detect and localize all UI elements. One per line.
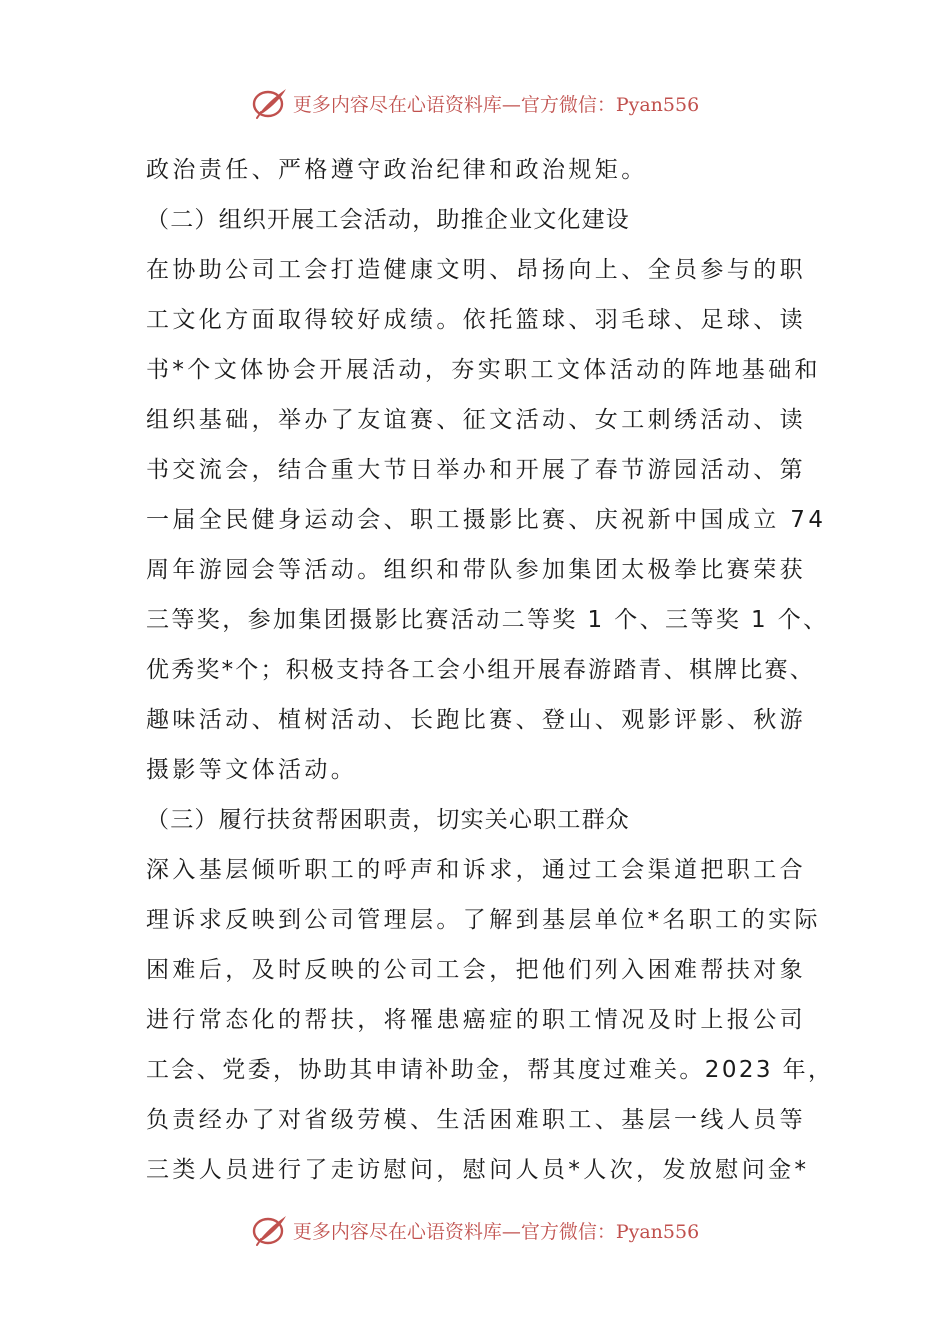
banner-text xyxy=(293,1217,699,1244)
body-line: 进行常态化的帮扶，将罹患癌症的职工情况及时上报公司 xyxy=(146,1007,806,1033)
body-line: 优秀奖*个；积极支持各工会小组开展春游踏青、棋牌比赛、 xyxy=(146,657,815,683)
banner-wechat: 官方微信：Pyan556 xyxy=(520,1220,700,1243)
body-line: 在协助公司工会打造健康文明、昂扬向上、全员参与的职 xyxy=(146,257,806,283)
banner-separator: — xyxy=(501,1220,521,1243)
quill-logo-icon xyxy=(251,86,289,120)
body-line: 摄影等文体活动。 xyxy=(146,757,358,783)
body-line: 工文化方面取得较好成绩。依托篮球、羽毛球、足球、读 xyxy=(146,307,806,333)
body-line: 三等奖，参加集团摄影比赛活动二等奖 1 个、三等奖 1 个、 xyxy=(146,607,829,633)
section-heading: （三）履行扶贫帮困职责，切实关心职工群众 xyxy=(146,807,630,833)
banner-text xyxy=(293,90,699,117)
body-line: 三类人员进行了走访慰问，慰问人员*人次，发放慰问金* xyxy=(146,1157,810,1183)
body-line: 困难后，及时反映的公司工会，把他们列入困难帮扶对象 xyxy=(146,957,806,983)
body-line: 工会、党委，协助其申请补助金，帮其度过难关。2023 年， xyxy=(146,1057,834,1083)
banner-wechat: 官方微信：Pyan556 xyxy=(520,93,700,116)
body-line: 书*个文体协会开展活动，夯实职工文体活动的阵地基础和 xyxy=(146,357,821,383)
section-heading: （二）组织开展工会活动，助推企业文化建设 xyxy=(146,207,630,233)
body-line: 趣味活动、植树活动、长跑比赛、登山、观影评影、秋游 xyxy=(146,707,806,733)
quill-logo-icon xyxy=(251,1213,289,1247)
body-line: 一届全民健身运动会、职工摄影比赛、庆祝新中国成立 74 xyxy=(146,507,827,533)
body-line: 深入基层倾听职工的呼声和诉求，通过工会渠道把职工合 xyxy=(146,857,806,883)
banner-brand: 更多内容尽在心语资料库 xyxy=(292,93,502,116)
body-line: 周年游园会等活动。组织和带队参加集团太极拳比赛荣获 xyxy=(146,557,806,583)
body-line: 理诉求反映到公司管理层。了解到基层单位*名职工的实际 xyxy=(146,907,821,933)
body-line: 负责经办了对省级劳模、生活困难职工、基层一线人员等 xyxy=(146,1107,806,1133)
banner-brand: 更多内容尽在心语资料库 xyxy=(292,1220,502,1243)
document-body xyxy=(146,145,834,1195)
body-line: 组织基础，举办了友谊赛、征文活动、女工刺绣活动、读 xyxy=(146,407,806,433)
header-banner xyxy=(0,83,950,123)
body-line: 书交流会，结合重大节日举办和开展了春节游园活动、第 xyxy=(146,457,806,483)
body-line: 政治责任、严格遵守政治纪律和政治规矩。 xyxy=(146,157,648,183)
banner-separator: — xyxy=(501,93,521,116)
footer-banner xyxy=(0,1210,950,1250)
